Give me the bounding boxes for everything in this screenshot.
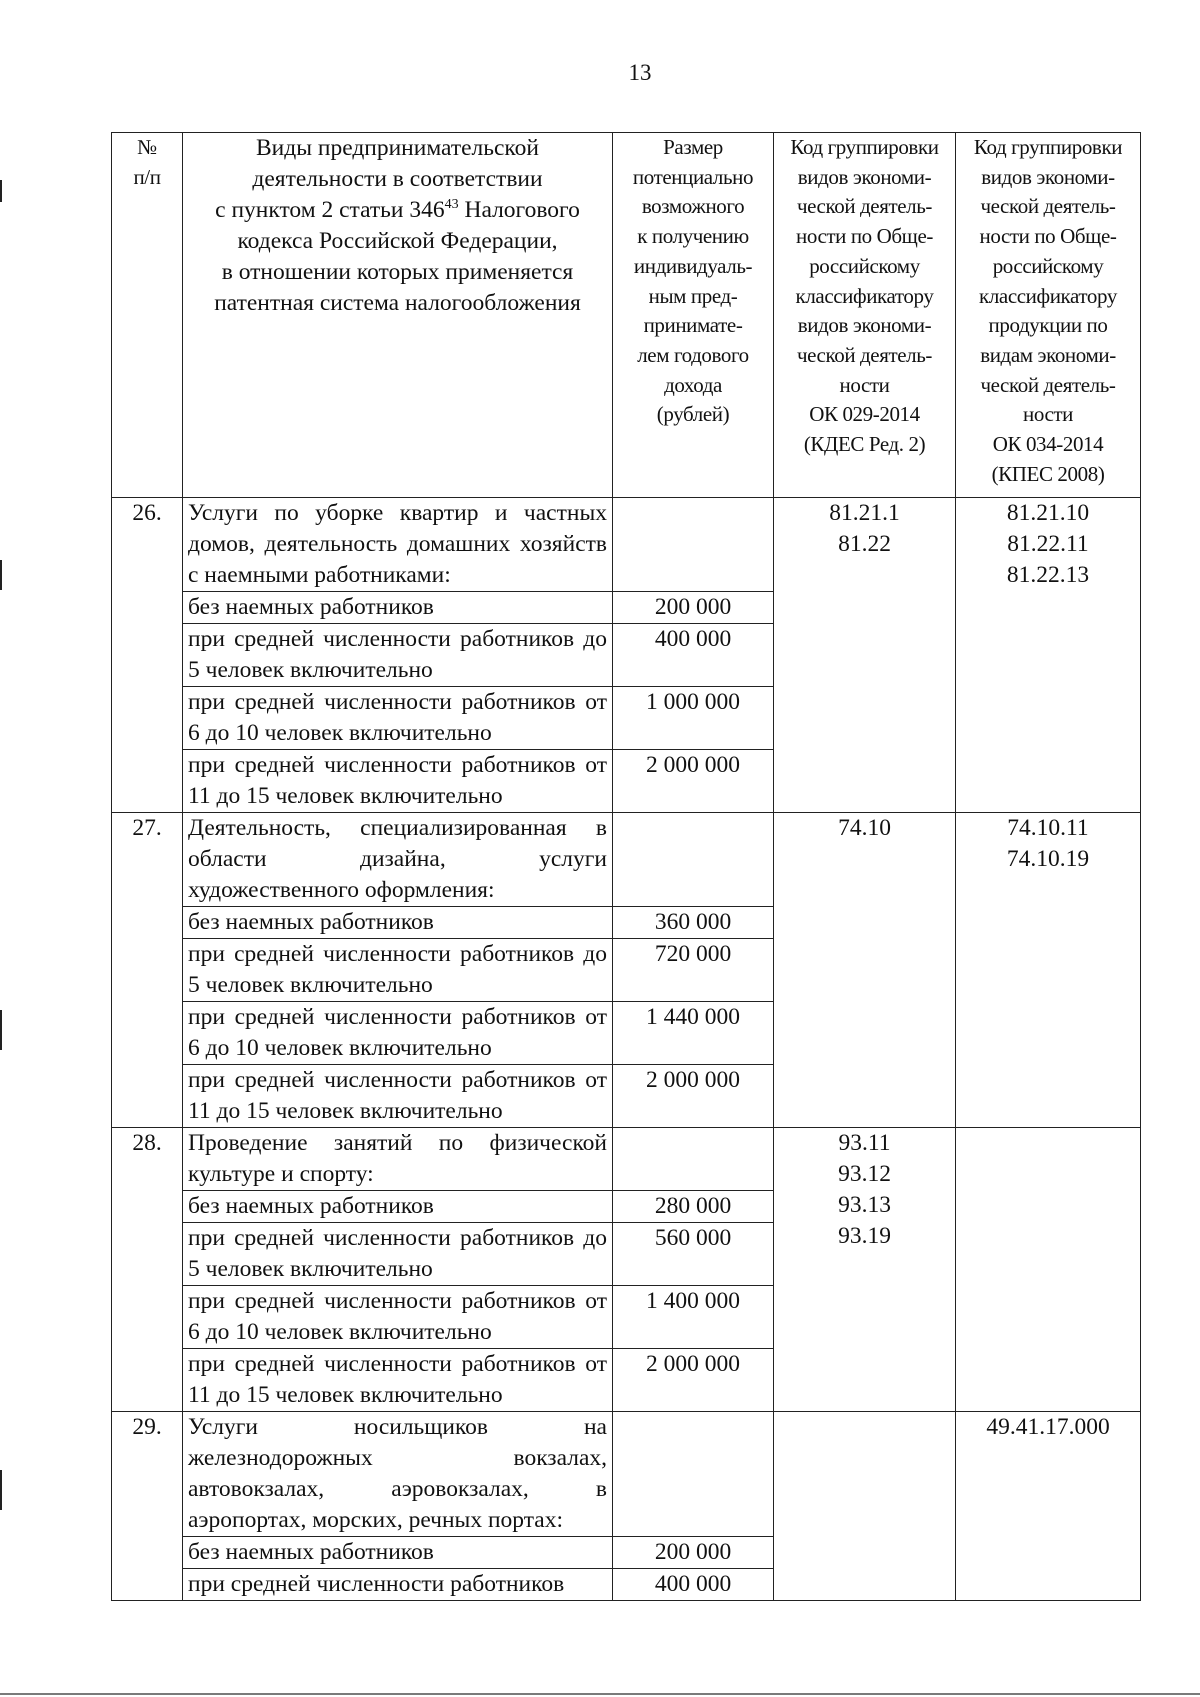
header-line: ческой деятель-	[796, 342, 933, 367]
header-line: ным пред-	[648, 283, 738, 308]
condition-label: при средней численности работников до 5 человек включительно	[183, 939, 613, 1002]
header-line: (КДЕС Ред. 2)	[803, 432, 926, 457]
income-value: 720 000	[613, 939, 774, 1002]
header-line: потенциально	[632, 164, 754, 189]
condition-label: при средней численности работников от 6 до 10 человек включительно	[183, 687, 613, 750]
table-row	[112, 498, 1141, 592]
scan-edge-mark	[0, 560, 2, 590]
condition-label: при средней численности работников до 5 человек включительно	[183, 1223, 613, 1286]
okved-code: 93.19	[838, 1223, 891, 1249]
header-line: ОК 034-2014	[992, 432, 1104, 457]
income-value: 2 000 000	[613, 1065, 774, 1128]
okpd-code: 74.10.19	[1006, 846, 1090, 872]
okved-codes	[774, 813, 956, 1128]
header-income	[613, 133, 774, 498]
okved-code: 74.10	[838, 815, 891, 841]
header-line: (КПЕС 2008)	[991, 461, 1105, 486]
condition-label: без наемных работников	[183, 1537, 613, 1569]
activity-title: Деятельность, специализированная в области дизайна, услуги художественного оформления:	[183, 813, 613, 907]
header-line: российскому	[809, 253, 920, 278]
scan-edge-mark	[0, 1470, 2, 1510]
header-line: продукции по	[988, 313, 1108, 338]
header-line: (рублей)	[656, 402, 730, 427]
income-value: 400 000	[613, 624, 774, 687]
okpd-codes	[956, 1412, 1141, 1601]
page-number: 13	[628, 60, 652, 85]
income-value: 200 000	[613, 1537, 774, 1569]
row-number: 27.	[112, 813, 183, 1128]
header-line: индивидуаль-	[633, 253, 753, 278]
header-number-line: №	[137, 135, 157, 159]
okved-codes	[774, 1412, 956, 1601]
header-line: видов экономи-	[981, 164, 1115, 189]
header-line: возможного	[641, 194, 745, 219]
header-line: российскому	[992, 253, 1104, 278]
okved-codes	[774, 1128, 956, 1412]
header-line: Код группировки	[790, 135, 939, 159]
header-line: Размер	[663, 135, 723, 159]
condition-label: при средней численности работников от 6 до 10 человек включительно	[183, 1286, 613, 1349]
okpd-code: 81.21.10	[1006, 500, 1090, 526]
income-value: 280 000	[613, 1191, 774, 1223]
header-line: Код группировки	[973, 135, 1123, 159]
row-number: 29.	[112, 1412, 183, 1601]
income-value: 400 000	[613, 1569, 774, 1601]
header-line: ОК 029-2014	[809, 402, 920, 427]
header-activity-line: в отношении которых применяется	[221, 259, 574, 285]
income-value: 2 000 000	[613, 750, 774, 813]
income-value: 1 440 000	[613, 1002, 774, 1065]
header-line: принимате-	[643, 313, 743, 338]
table-row	[112, 1128, 1141, 1191]
income-value: 1 400 000	[613, 1286, 774, 1349]
condition-label: без наемных работников	[183, 1191, 613, 1223]
scan-edge-mark	[0, 180, 2, 202]
header-number-line: п/п	[133, 164, 161, 189]
income-value: 560 000	[613, 1223, 774, 1286]
table-header-row	[112, 133, 1141, 498]
header-line: ности	[1023, 402, 1073, 427]
condition-label: при средней численности работников от 6 до 10 человек включительно	[183, 1002, 613, 1065]
header-number	[112, 133, 183, 498]
table-row	[112, 1412, 1141, 1537]
header-activity-line: патентная система налогообложения	[214, 290, 581, 316]
activity-title: Услуги носильщиков на железнодорожных вокзалах, автовокзалах, аэровокзалах, в аэропортах, морских, речных портах:	[183, 1412, 613, 1537]
table-row	[112, 813, 1141, 907]
header-line: видов экономи-	[797, 313, 932, 338]
header-line: ности	[839, 372, 890, 397]
income-cell	[613, 498, 774, 592]
header-line: дохода	[664, 372, 722, 397]
header-line: ческой деятель-	[796, 194, 933, 219]
income-cell	[613, 813, 774, 907]
header-activity-line: Виды предпринимательской	[256, 135, 539, 161]
header-activity-line: кодекса Российской Федерации,	[237, 228, 558, 254]
header-line: видам экономи-	[980, 342, 1116, 367]
header-line: классификатору	[979, 283, 1117, 308]
okpd-code: 49.41.17.000	[986, 1414, 1110, 1440]
condition-label: при средней численности работников	[183, 1569, 613, 1601]
header-activity	[183, 133, 613, 498]
okpd-code: 74.10.11	[1007, 815, 1089, 841]
table-body	[112, 498, 1141, 1601]
okved-code: 93.11	[838, 1130, 891, 1156]
okpd-codes	[956, 1128, 1141, 1412]
activity-title: Услуги по уборке квартир и частных домов, деятельность домашних хозяйств с наемными работниками:	[183, 498, 613, 592]
okpd-codes	[956, 498, 1141, 813]
header-activity-line: с пунктом 2 статьи $346^{43}$ Налогового	[215, 197, 580, 223]
header-activity-line: деятельности в соответствии	[252, 166, 543, 192]
header-line: видов экономи-	[797, 164, 932, 189]
header-line: классификатору	[795, 283, 934, 308]
income-value: 200 000	[613, 592, 774, 624]
income-value: 2 000 000	[613, 1349, 774, 1412]
header-line: к получению	[637, 224, 749, 249]
okpd-code: 81.22.11	[1007, 531, 1089, 557]
okved-code: 81.21.1	[829, 500, 900, 526]
header-okpd	[956, 133, 1141, 498]
condition-label: при средней численности работников от 11 до 15 человек включительно	[183, 750, 613, 813]
patent-income-table	[111, 132, 1141, 1601]
header-line: ности по Обще-	[979, 224, 1117, 249]
okpd-codes	[956, 813, 1141, 1128]
activity-title: Проведение занятий по физической культуре и спорту:	[183, 1128, 613, 1191]
header-line: ческой деятель-	[980, 372, 1116, 397]
condition-label: без наемных работников	[183, 592, 613, 624]
condition-label: при средней численности работников до 5 человек включительно	[183, 624, 613, 687]
okpd-code: 81.22.13	[1006, 562, 1090, 588]
income-value: 360 000	[613, 907, 774, 939]
header-line: ности по Обще-	[796, 224, 933, 249]
condition-label: без наемных работников	[183, 907, 613, 939]
okved-codes	[774, 498, 956, 813]
scan-edge-mark	[0, 1010, 2, 1050]
header-line: ческой деятель-	[980, 194, 1116, 219]
row-number: 28.	[112, 1128, 183, 1412]
header-okved	[774, 133, 956, 498]
okved-code: 93.13	[838, 1192, 891, 1218]
condition-label: при средней численности работников от 11 до 15 человек включительно	[183, 1065, 613, 1128]
okved-code: 81.22	[838, 531, 891, 557]
condition-label: при средней численности работников от 11 до 15 человек включительно	[183, 1349, 613, 1412]
okved-code: 93.12	[838, 1161, 891, 1187]
row-number: 26.	[112, 498, 183, 813]
scan-edge-mark	[0, 1693, 1200, 1695]
income-cell	[613, 1128, 774, 1191]
income-cell	[613, 1412, 774, 1537]
superscript: 43	[444, 197, 459, 213]
income-value: 1 000 000	[613, 687, 774, 750]
header-line: лем годового	[637, 342, 749, 367]
